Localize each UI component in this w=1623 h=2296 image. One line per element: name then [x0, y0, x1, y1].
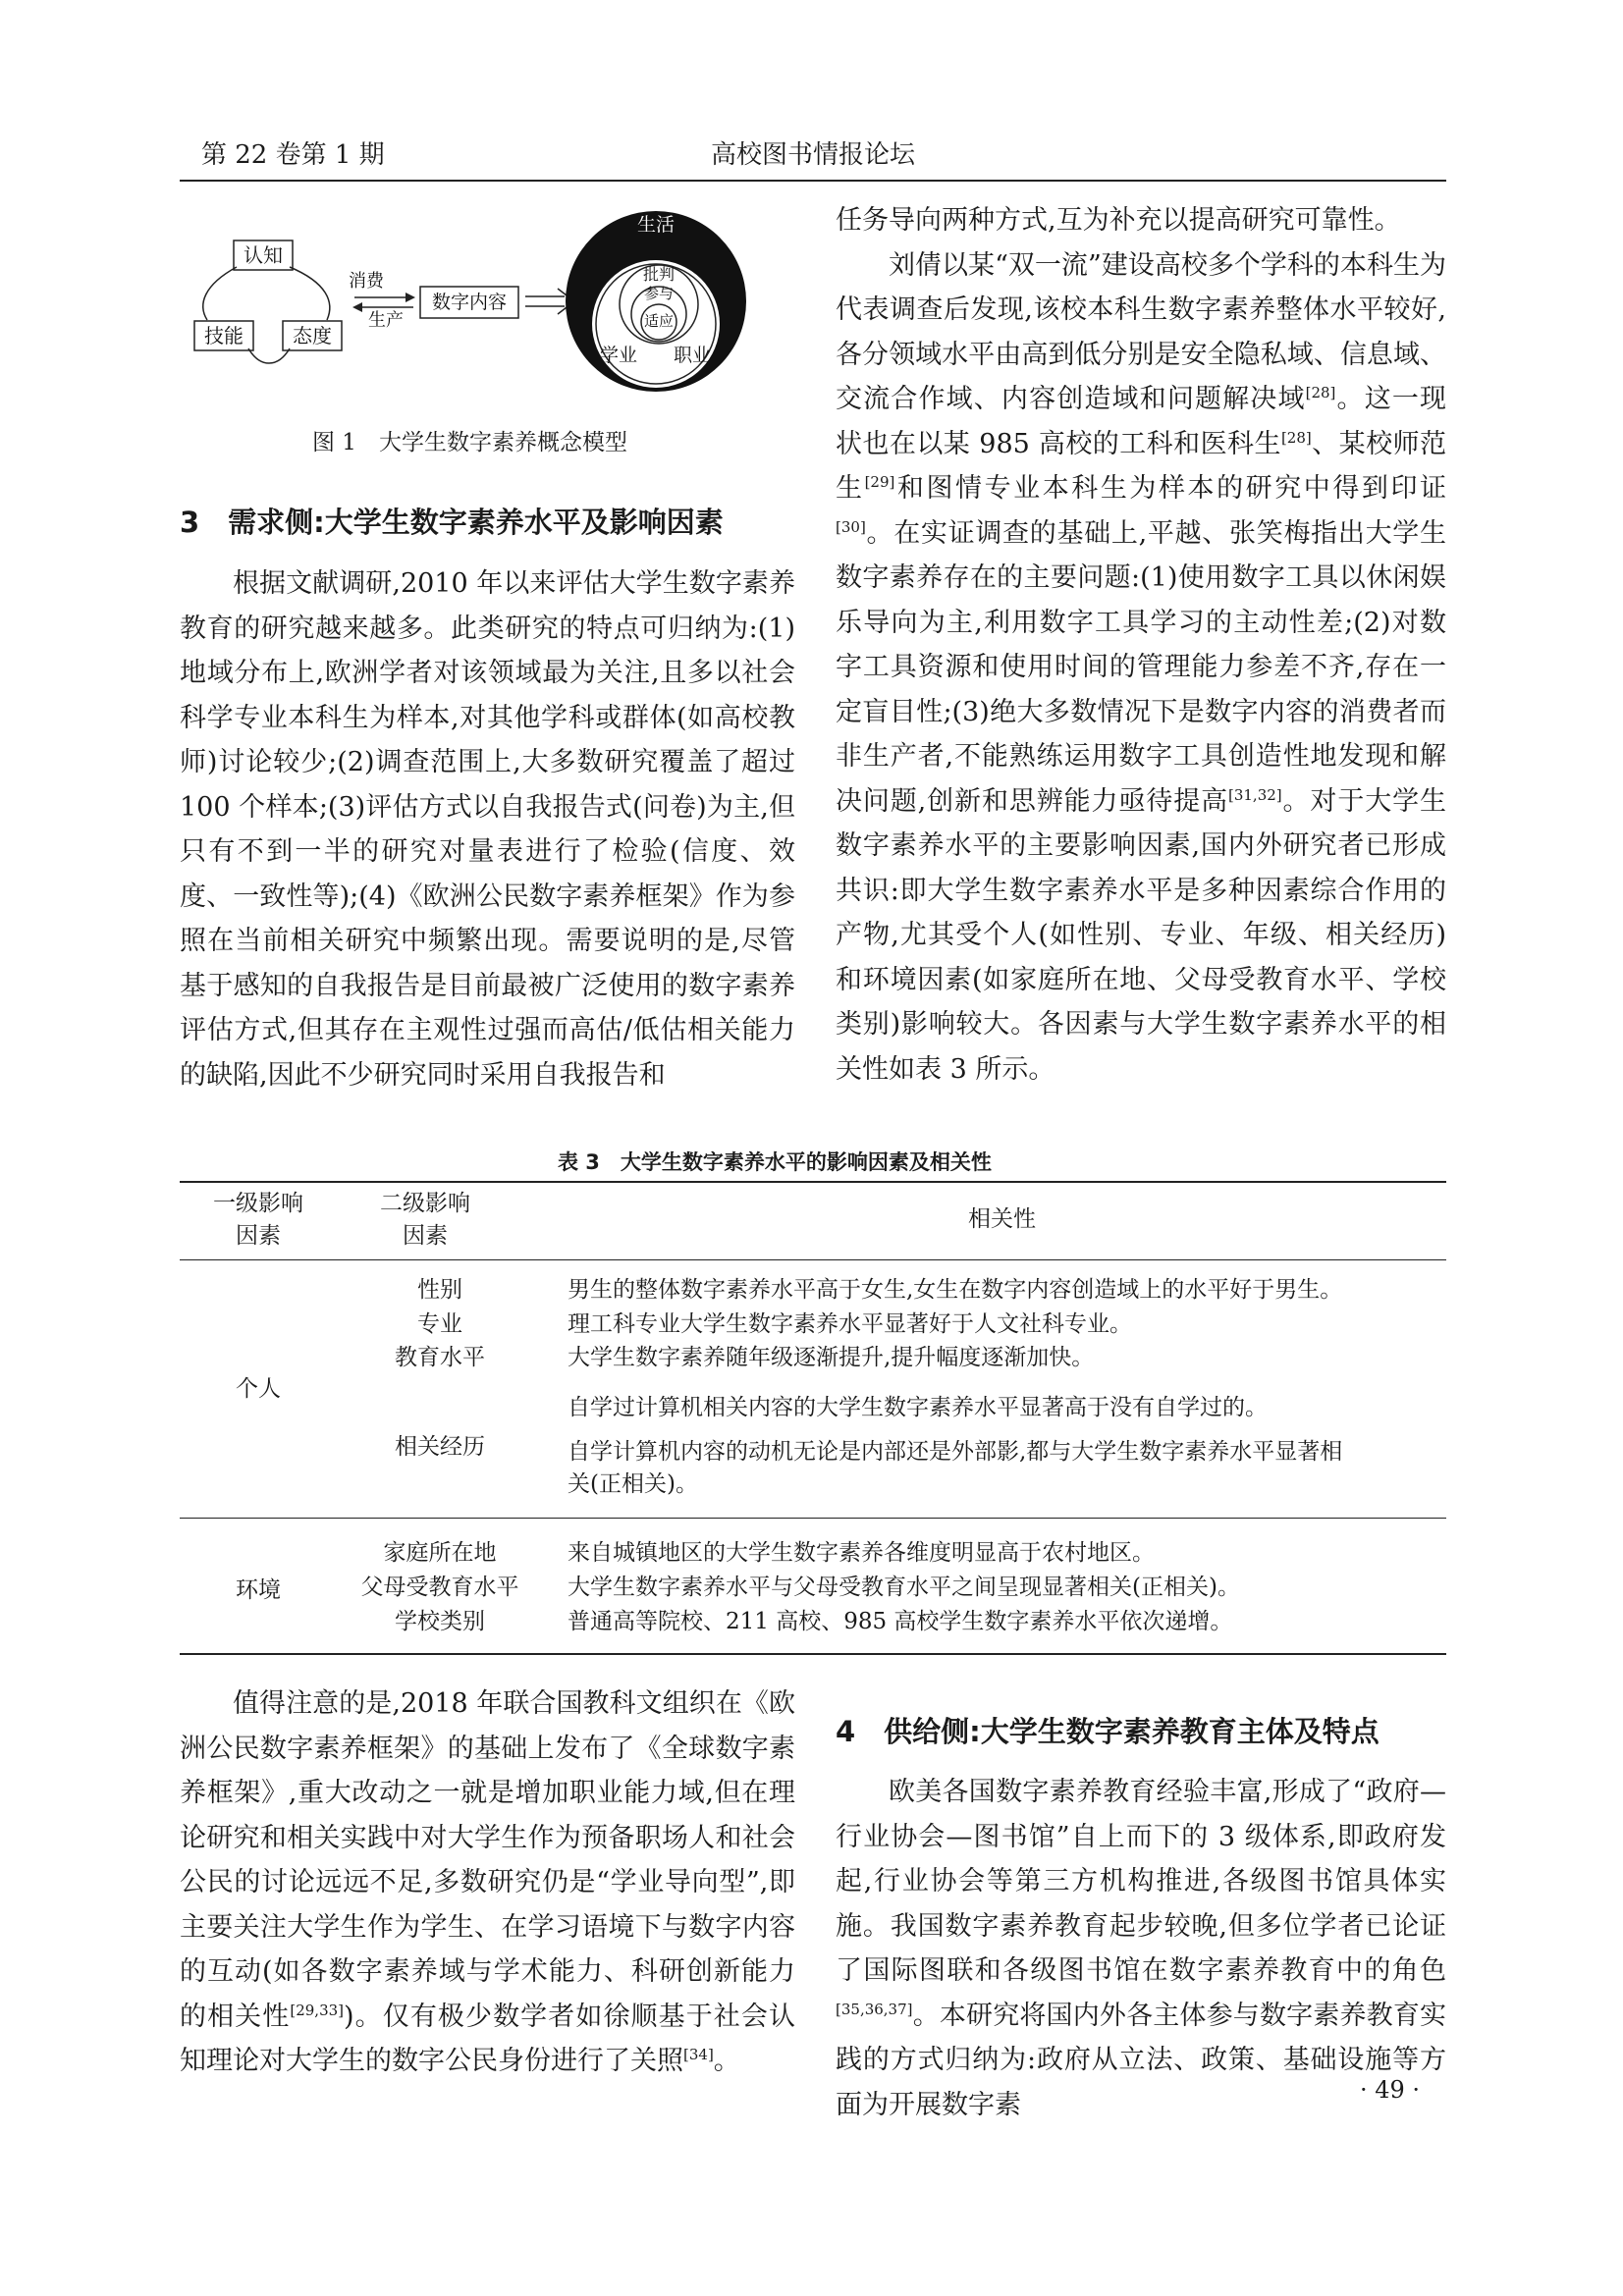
bottom-left-body	[180, 1682, 795, 2084]
ref-29: [29]	[864, 473, 895, 491]
ref-28a: [28]	[1305, 384, 1336, 401]
section-4-body	[836, 1770, 1446, 2127]
factor-education: 教育水平	[395, 1345, 485, 1370]
table-top-rule	[180, 1181, 1446, 1183]
factor-gender: 性别	[417, 1277, 462, 1303]
section-3-heading: 3 需求侧:大学生数字素养水平及影响因素	[180, 506, 724, 539]
group-personal: 个人	[236, 1376, 281, 1402]
text-parents: 大学生数字素养水平与父母受教育水平之间呈现显著相关(正相关)。	[568, 1575, 1240, 1600]
digital-content-label: 数字内容	[431, 292, 508, 313]
produce-label: 生产	[368, 310, 404, 331]
section-3-paragraph: 根据文献调研,2010 年以来评估大学生数字素养教育的研究越来越多。此类研究的特点可归纳为:(1)地域分布上,欧洲学者对该领域最为关注,且多以社会科学专业本科生为样本,对其他学科或群体(如高校教师)讨论较少;(2)调查范围上,大多数研究覆盖了超过 100 个样本;(3)评估方式以自我报告式(问卷)为主,但只有不到一半的研究对量表进行了检验(信度、效度、一致性等);(4)《欧洲公民数字素养框架》作为参照在当前相关研究中频繁出现。需要说明的是,尽管基于感知的自我报告是目前最被广泛使用的数字素养评估方式,但其存在主观性过强而高估/低估相关能力的缺陷,因此不少研究同时采用自我报告和	[180, 568, 795, 1091]
ref-34: [34]	[683, 2046, 714, 2063]
factor-school: 学校类别	[395, 1609, 485, 1634]
section-4-heading: 4 供给侧:大学生数字素养教育主体及特点	[836, 1715, 1380, 1748]
header-correlation: 相关性	[968, 1206, 1036, 1232]
header-first-level: 一级影响 因素	[213, 1191, 303, 1249]
participate-label: 参与	[643, 285, 675, 302]
ref-31-32: [31,32]	[1227, 785, 1282, 804]
text-experience-1: 自学过计算机相关内容的大学生数字素养水平显著高于没有自学过的。	[568, 1395, 1268, 1420]
cognition-label: 认知	[243, 243, 283, 267]
attitude-label: 态度	[293, 324, 332, 347]
ref-28b: [28]	[1280, 428, 1312, 447]
table-group-rule	[180, 1518, 1446, 1519]
critique-label: 批判	[642, 265, 676, 284]
study-label: 学业	[599, 345, 638, 366]
page-number: · 49 ·	[1360, 2076, 1421, 2104]
liu-qian-paragraph: 刘倩以某“双一流”建设高校多个学科的本科生为代表调查后发现,该校本科生数字素养整体水平较好,各分领域水平由高到低分别是安全隐私域、信息域、交流合作域、内容创造域和问题解决域[28]。这一现状也在以某 985 高校的工科和医科生[28]、某校师范生[29]和图情专业本科生为样本的研究中得到印证[30]。在实证调查的基础上,平越、张笑梅指出大学生数字素养存在的主要问题:(1)使用数字工具以休闲娱乐导向为主,利用数字工具学习的主动性差;(2)对数字工具资源和使用时间的管理能力参差不齐,存在一定盲目性;(3)绝大多数情况下是数字内容的消费者而非生产者,不能熟练运用数字工具创造性地发现和解决问题,创新和思辨能力亟待提高[31,32]。对于大学生数字素养水平的主要影响因素,国内外研究者已形成共识:即大学生数字素养水平是多种因素综合作用的产物,尤其受个人(如性别、专业、年级、相关经历)和环境因素(如家庭所在地、父母受教育水平、学校类别)影响较大。各因素与大学生数字素养水平的相关性如表 3 所示。	[836, 249, 1447, 1085]
ref-30: [30]	[836, 517, 866, 536]
section-3-body	[180, 561, 795, 1097]
factor-home: 家庭所在地	[383, 1540, 497, 1566]
text-experience-3: 关(正相关)。	[568, 1471, 698, 1497]
header-second-level: 二级影响 因素	[380, 1191, 470, 1249]
ref-35-37: [35,36,37]	[836, 2000, 913, 2018]
right-continuation-line: 任务导向两种方式,互为补充以提高研究可靠性。	[836, 205, 1401, 236]
section-4-paragraph: 欧美各国数字素养教育经验丰富,形成了“政府—行业协会—图书馆”自上而下的 3 级体系,即政府发起,行业协会等第三方机构推进,各级图书馆具体实施。我国数字素养教育起步较晚,但多位学者已论证了国际图联和各级图书馆在数字素养教育中的角色[35,36,37]。本研究将国内外各主体参与数字素养教育实践的方式归纳为:政府从立法、政策、基础设施等方面为开展数字素	[836, 1777, 1446, 2120]
figure-1-caption: 图 1 大学生数字素养概念模型	[312, 430, 627, 455]
skill-label: 技能	[204, 324, 243, 347]
journal-title: 高校图书情报论坛	[711, 140, 916, 170]
table-header-rule	[180, 1259, 1446, 1260]
factor-major: 专业	[417, 1311, 462, 1337]
unesco-paragraph: 值得注意的是,2018 年联合国教科文组织在《欧洲公民数字素养框架》的基础上发布了《全球数字素养框架》,重大改动之一就是增加职业能力域,但在理论研究和相关实践中对大学生作为预备职场人和社会公民的讨论远远不足,多数研究仍是“学业导向型”,即主要关注大学生作为学生、在学习语境下与数字内容的互动(如各数字素养域与学术能力、科研创新能力的相关性[29,33])。仅有极少数学者如徐顺基于社会认知理论对大学生的数字公民身份进行了关照[34]。	[180, 1688, 795, 2076]
text-major: 理工科专业大学生数字素养水平显著好于人文社科专业。	[568, 1311, 1132, 1337]
journal-issue: 第 22 卷第 1 期	[201, 140, 385, 170]
text-experience-2: 自学计算机内容的动机无论是内部还是外部影,都与大学生数字素养水平显著相	[568, 1439, 1343, 1465]
factor-parents: 父母受教育水平	[360, 1575, 519, 1600]
figure-1-diagram	[180, 196, 808, 407]
ref-29-33: [29,33]	[290, 2001, 345, 2019]
life-label: 生活	[636, 214, 676, 236]
text-education: 大学生数字素养随年级逐渐提升,提升幅度逐渐加快。	[568, 1345, 1095, 1370]
adapt-label: 适应	[643, 312, 675, 330]
table-bottom-rule	[180, 1653, 1446, 1655]
group-environment: 环境	[236, 1577, 281, 1603]
career-label: 职业	[673, 345, 712, 366]
header-rule	[180, 180, 1446, 182]
text-school: 普通高等院校、211 高校、985 高校学生数字素养水平依次递增。	[568, 1609, 1233, 1634]
right-column-top	[836, 198, 1446, 1092]
text-home: 来自城镇地区的大学生数字素养各维度明显高于农村地区。	[568, 1540, 1155, 1566]
factor-experience: 相关经历	[395, 1434, 485, 1460]
table-3-caption: 表 3 大学生数字素养水平的影响因素及相关性	[558, 1150, 992, 1174]
text-gender: 男生的整体数字素养水平高于女生,女生在数字内容创造域上的水平好于男生。	[568, 1277, 1343, 1303]
consume-label: 消费	[349, 271, 384, 292]
